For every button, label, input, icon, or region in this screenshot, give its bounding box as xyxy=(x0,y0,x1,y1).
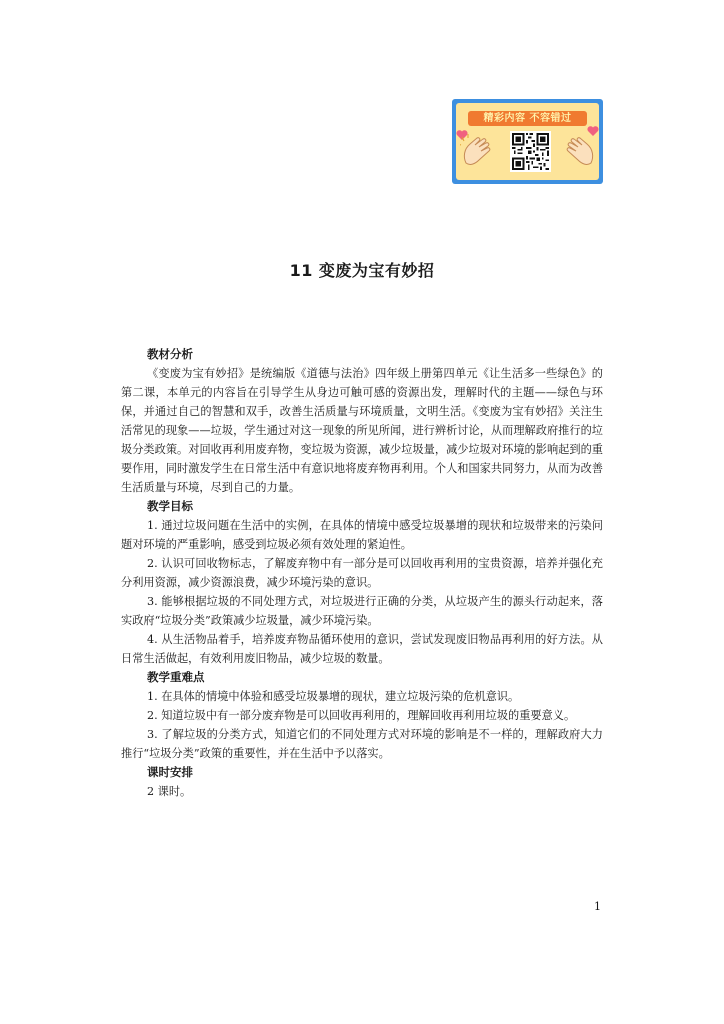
document-title: 11 变废为宝有妙招 xyxy=(289,261,435,280)
paragraph: 1. 在具体的情境中体验和感受垃圾暴增的现状，建立垃圾污染的危机意识。 xyxy=(147,690,520,703)
section-teaching-objectives xyxy=(121,497,603,668)
clapping-hands-icon xyxy=(460,133,498,171)
section-heading: 教材分析 xyxy=(147,347,193,361)
section-heading: 教学重难点 xyxy=(147,670,205,684)
paragraph: 《变废为宝有妙招》是统编版《道德与法治》四年级上册第四单元《让生活多一些绿色》的第二课，本单元的内容旨在引导学生从身边可触可感的资源出发，理解时代的主题——绿色与环保，并通过自己的智慧和双手，改善生活质量与环境质量，文明生活。《变废为宝有妙招》关注生活常见的现象——垃圾，学生通过对这一现象的所见所闻，进行辨析讨论，从而理解政府推行的垃圾分类政策。对回收再利用废弃物，变垃圾为资源，减少垃圾量，减少垃圾对环境的影响起到的重要作用，同时激发学生在日常生活中有意识地将废弃物再利用。个人和国家共同努力，从而为改善生活质量与环境，尽到自己的力量。 xyxy=(121,367,603,494)
promo-banner-text: 精彩内容 不容错过 xyxy=(468,111,587,126)
section-key-difficulties xyxy=(121,668,603,763)
paragraph: 2. 知道垃圾中有一部分废弃物是可以回收再利用的，理解回收再利用垃圾的重要意义。 xyxy=(147,709,576,722)
section-class-schedule xyxy=(121,763,603,801)
paragraph: 2. 认识可回收物标志，了解废弃物中有一部分是可以回收再利用的宝贵资源，培养并强化充分利用资源，减少资源浪费，减少环境污染的意识。 xyxy=(121,557,603,589)
promo-inner-panel xyxy=(456,103,599,180)
section-heading: 教学目标 xyxy=(147,499,193,513)
paragraph: 3. 能够根据垃圾的不同处理方式，对垃圾进行正确的分类，从垃圾产生的源头行动起来，落实政府“垃圾分类”政策减少垃圾量，减少环境污染。 xyxy=(121,595,603,627)
qr-code-icon[interactable] xyxy=(510,131,551,172)
page-number: 1 xyxy=(594,900,601,913)
document-body xyxy=(121,345,603,801)
promo-banner-card[interactable] xyxy=(452,99,603,184)
paragraph: 1. 通过垃圾问题在生活中的实例，在具体的情境中感受垃圾暴增的现状和垃圾带来的污染问题对环境的严重影响，感受到垃圾必须有效处理的紧迫性。 xyxy=(121,519,603,551)
paragraph: 3. 了解垃圾的分类方式，知道它们的不同处理方式对环境的影响是不一样的，理解政府大力推行“垃圾分类”政策的重要性，并在生活中予以落实。 xyxy=(121,728,603,760)
section-textbook-analysis xyxy=(121,345,603,497)
paragraph: 4. 从生活物品着手，培养废弃物品循环使用的意识，尝试发现废旧物品再利用的好方法。从日常生活做起，有效利用废旧物品，减少垃圾的数量。 xyxy=(121,633,603,665)
clapping-hands-icon xyxy=(559,133,597,171)
section-heading: 课时安排 xyxy=(147,765,193,779)
paragraph: 2 课时。 xyxy=(147,785,192,798)
